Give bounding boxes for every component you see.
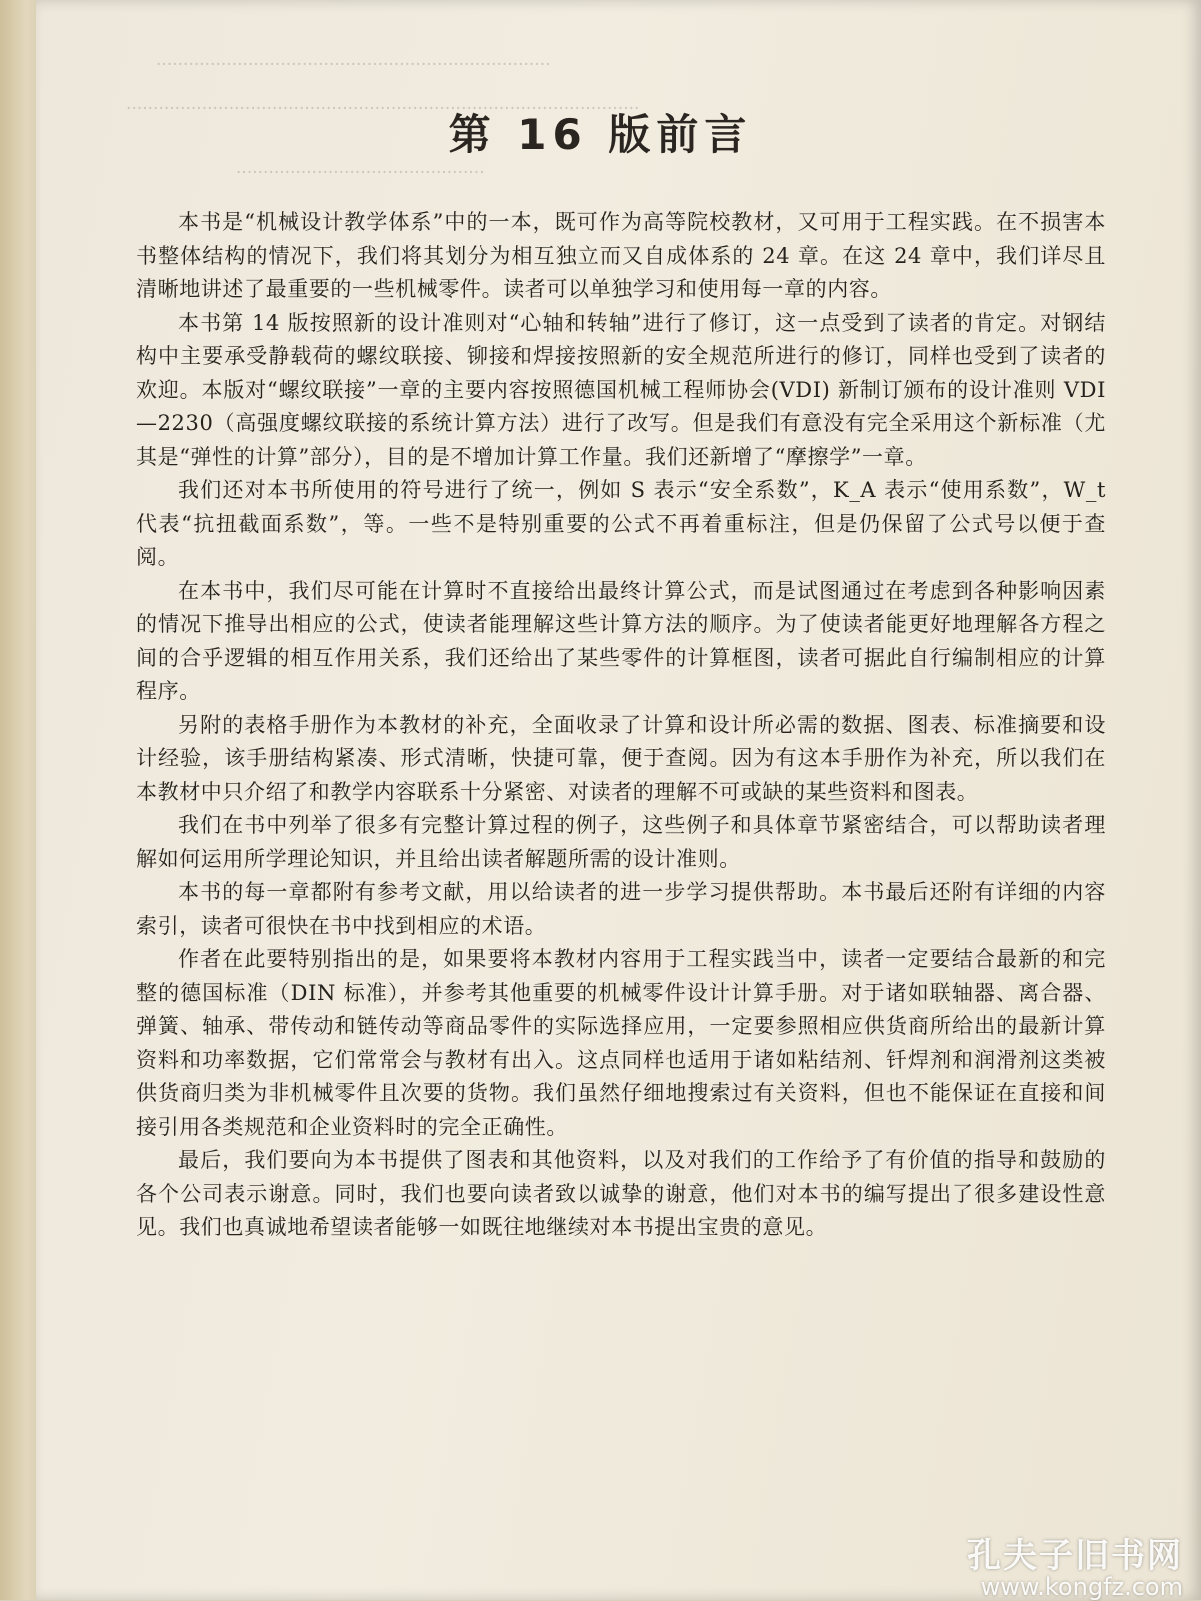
- watermark: [913, 1528, 1183, 1601]
- show-through-text: ··············································: [236, 163, 485, 183]
- preface-body: [136, 206, 1106, 1245]
- paragraph: 本书第 14 版按照新的设计准则对“心轴和转轴”进行了修订，这一点受到了读者的肯定。对钢结构中主要承受静载荷的螺纹联接、铆接和焊接按照新的安全规范所进行的修订，同样也受到了读者的欢迎。本版对“螺纹联接”一章的主要内容按照德国机械工程师协会(VDI) 新制订颁布的设计准则 VDI—2230（高强度螺纹联接的系统计算方法）进行了改写。但是我们有意没有完全采用这个新标准（尤其是“弹性的计算”部分），目的是不增加计算工作量。我们还新增了“摩擦学”一章。: [136, 310, 1106, 469]
- watermark-name: 孔夫子旧书网: [967, 1536, 1183, 1576]
- paragraph: 最后，我们要向为本书提供了图表和其他资料，以及对我们的工作给予了有价值的指导和鼓励的各个公司表示谢意。同时，我们也要向读者致以诚挚的谢意，他们对本书的编写提出了很多建设性意见。我们也真诚地希望读者能够一如既往地继续对本书提出宝贵的意见。: [136, 1148, 1106, 1239]
- paragraph: 我们在书中列举了很多有完整计算过程的例子，这些例子和具体章节紧密结合，可以帮助读者理解如何运用所学理论知识，并且给出读者解题所需的设计准则。: [136, 813, 1106, 871]
- paragraph: 另附的表格手册作为本教材的补充，全面收录了计算和设计所必需的数据、图表、标准摘要和设计经验，该手册结构紧凑、形式清晰，快捷可靠，便于查阅。因为有这本手册作为补充，所以我们在本教材中只介绍了和教学内容联系十分紧密、对读者的理解不可或缺的某些资料和图表。: [136, 712, 1106, 804]
- paragraph: 作者在此要特别指出的是，如果要将本教材内容用于工程实践当中，读者一定要结合最新的和完整的德国标准（DIN 标准），并参考其他重要的机械零件设计计算手册。对于诸如联轴器、离合器、弹簧、轴承、带传动和链传动等商品零件的实际选择应用，一定要参照相应供货商所给出的最新计算资料和功率数据，它们常常会与教材有出入。这点同样也适用于诸如粘结剂、钎焊剂和润滑剂这类被供货商归类为非机械零件且次要的货物。我们虽然仔细地搜索过有关资料，但也不能保证在直接和间接引用各类规范和企业资料时的完全正确性。: [136, 947, 1106, 1139]
- show-through-text: ·······························································································: [126, 99, 640, 119]
- paragraph: 本书的每一章都附有参考文献，用以给读者的进一步学习提供帮助。本书最后还附有详细的内容索引，读者可很快在书中找到相应的术语。: [136, 880, 1106, 938]
- show-through-text: ·········································································: [156, 55, 551, 75]
- paragraph: 本书是“机械设计教学体系”中的一本，既可作为高等院校教材，又可用于工程实践。在不损害本书整体结构的情况下，我们将其划分为相互独立而又自成体系的 24 章。在这 24 章中，我们详尽且清晰地讲述了最重要的一些机械零件。读者可以单独学习和使用每一章的内容。: [136, 210, 1106, 301]
- page-title: 第 16 版前言: [448, 110, 753, 159]
- paragraph: 我们还对本书所使用的符号进行了统一，例如 S 表示“安全系数”，K_A 表示“使用系数”，W_t 代表“抗扭截面系数”，等。一些不是特别重要的公式不再着重标注，但是仍保留了公式号以便于查阅。: [136, 478, 1106, 569]
- watermark-url: www.kongfz.com: [980, 1573, 1183, 1601]
- paragraph: 在本书中，我们尽可能在计算时不直接给出最终计算公式，而是试图通过在考虑到各种影响因素的情况下推导出相应的公式，使读者能理解这些计算方法的顺序。为了使读者能更好地理解各方程之间的合乎逻辑的相互作用关系，我们还给出了某些零件的计算框图，读者可据此自行编制相应的计算程序。: [136, 578, 1106, 703]
